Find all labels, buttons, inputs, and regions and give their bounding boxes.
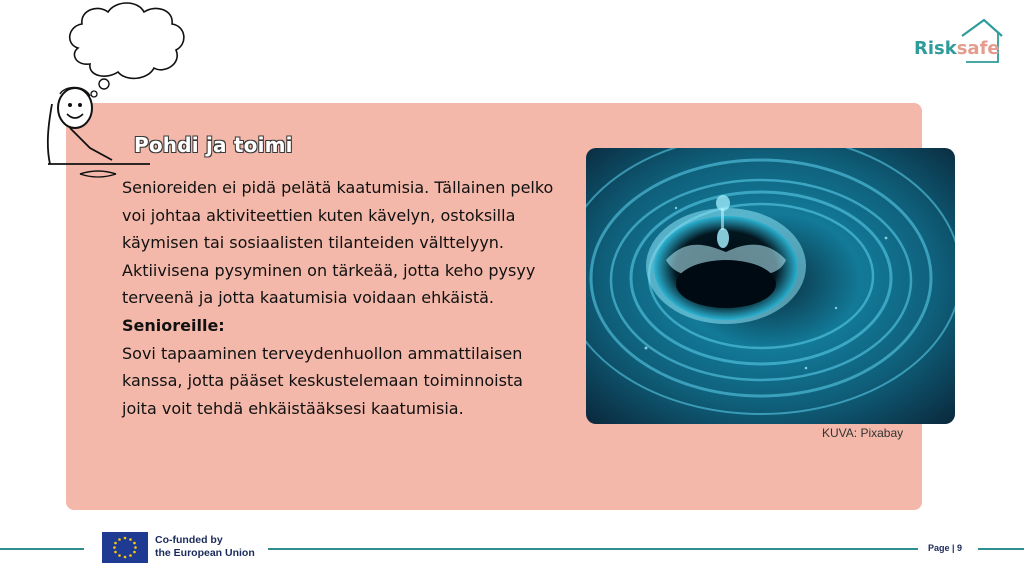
seniors-subheading: Senioreille: (122, 315, 225, 335)
logo-risk: Risk (914, 38, 957, 59)
body-text (122, 174, 562, 422)
thought-bubble-icon (60, 0, 200, 100)
water-drop-photo (586, 148, 955, 424)
photo-caption: KUVA: Pixabay (822, 426, 904, 440)
advice-paragraph: Sovi tapaaminen terveydenhuollon ammattilaisen kanssa, jotta pääset keskustelemaan toiminnoista joita voit tehdä ehkäistääksesi kaatumisia. (122, 343, 523, 418)
intro-paragraph: Senioreiden ei pidä pelätä kaatumisia. Tällainen pelko voi johtaa aktiviteettien kuten kävelyn, ostoksilla käymisen tai sosiaalisten tilanteiden välttelyyn. Aktiivisena pysyminen on tärkeää, jotta keho pysyy terveenä ja jotta kaatumisia voidaan ehkäistä. (122, 178, 554, 308)
eu-line-1: Co-funded by (155, 534, 223, 546)
eu-flag-icon (102, 532, 148, 563)
eu-line-2: the European Union (155, 547, 255, 559)
eu-funding-text (155, 534, 255, 560)
risksafe-logo (914, 38, 1000, 59)
page-number: Page | 9 (928, 543, 963, 553)
footer-line-right (978, 548, 1024, 550)
section-heading: Pohdi ja toimi (134, 133, 293, 157)
footer-line-left (0, 548, 84, 550)
logo-safe: safe (956, 38, 1000, 59)
footer-line-middle (268, 548, 918, 550)
